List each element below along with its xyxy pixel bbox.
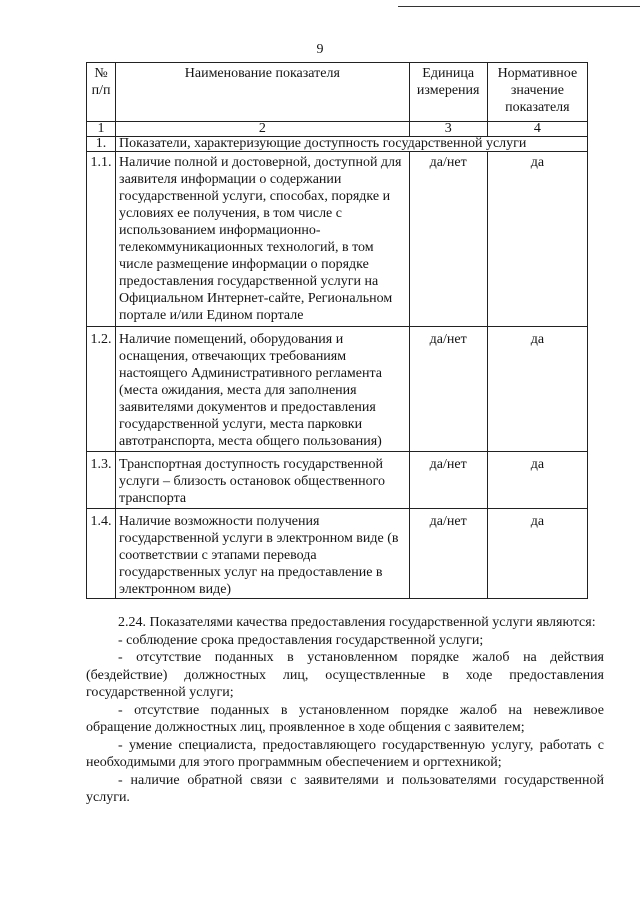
column-number: 4 (487, 122, 587, 137)
table-row (87, 327, 588, 452)
table-row (87, 152, 588, 327)
column-number: 2 (116, 122, 410, 137)
row-value: да (487, 452, 587, 509)
section-row (87, 137, 588, 152)
row-unit: да/нет (409, 452, 487, 509)
section-number: 1. (87, 137, 116, 152)
header-name: Наименование показателя (116, 63, 410, 122)
header-unit: Единица измерения (409, 63, 487, 122)
row-name: Наличие полной и достоверной, доступной для заявителя информации о содержании государственной услуги, способах, порядке и условиях ее получения, в том числе с использованием информационно-телекоммуникационных технологий, в том числе размещение информации о порядке предоставления государственной услуги на Официальном Интернет-сайте, Региональном портале и/или Едином портале (116, 152, 410, 327)
header-norm: Нормативное значение показателя (487, 63, 587, 122)
paragraph: - соблюдение срока предоставления государственной услуги; (118, 632, 484, 648)
paragraph: - наличие обратной связи с заявителями и пользователями государственной услуги. (86, 772, 604, 805)
paragraph: - отсутствие поданных в установленном порядке жалоб на невежливое обращение должностных лиц, проявленное в ходе общения с заявителем; (86, 702, 604, 735)
column-number: 3 (409, 122, 487, 137)
row-value: да (487, 327, 587, 452)
paragraph: - отсутствие поданных в установленном порядке жалоб на действия (бездействие) должностных лиц, осуществленные в ходе предоставления государственной услуги; (86, 650, 604, 700)
column-numbers-row (87, 122, 588, 137)
row-number: 1.3. (87, 452, 116, 509)
row-number: 1.2. (87, 327, 116, 452)
row-name: Наличие помещений, оборудования и оснащения, отвечающих требованиям настоящего Административного регламента (места ожидания, места для заполнения заявителями документов и предоставления государственной услуги, места парковки автотранспорта, места общего пользования) (116, 327, 410, 452)
row-unit: да/нет (409, 327, 487, 452)
row-name: Наличие возможности получения государственной услуги в электронном виде (в соответствии с этапами перевода государственных услуг на предоставление в электронном виде) (116, 509, 410, 599)
row-number: 1.1. (87, 152, 116, 327)
row-value: да (487, 509, 587, 599)
row-number: 1.4. (87, 509, 116, 599)
row-name: Транспортная доступность государственной услуги – близость остановок общественного транспорта (116, 452, 410, 509)
row-unit: да/нет (409, 509, 487, 599)
row-value: да (487, 152, 587, 327)
quality-indicators-text (86, 614, 604, 807)
section-title: Показатели, характеризующие доступность государственной услуги (116, 137, 588, 152)
paragraph: - умение специалиста, предоставляющего государственную услугу, работать с необходимыми для этого программным обеспечением и оргтехникой; (86, 737, 604, 770)
page-number: 9 (316, 42, 324, 57)
table-row (87, 509, 588, 599)
row-unit: да/нет (409, 152, 487, 327)
paragraph: 2.24. Показателями качества предоставления государственной услуги являются: (118, 615, 596, 630)
column-number: 1 (87, 122, 116, 137)
header-number: № п/п (87, 63, 116, 122)
table-header-row (87, 63, 588, 122)
table-row (87, 452, 588, 509)
indicators-table (86, 62, 588, 599)
top-rule (398, 6, 640, 7)
